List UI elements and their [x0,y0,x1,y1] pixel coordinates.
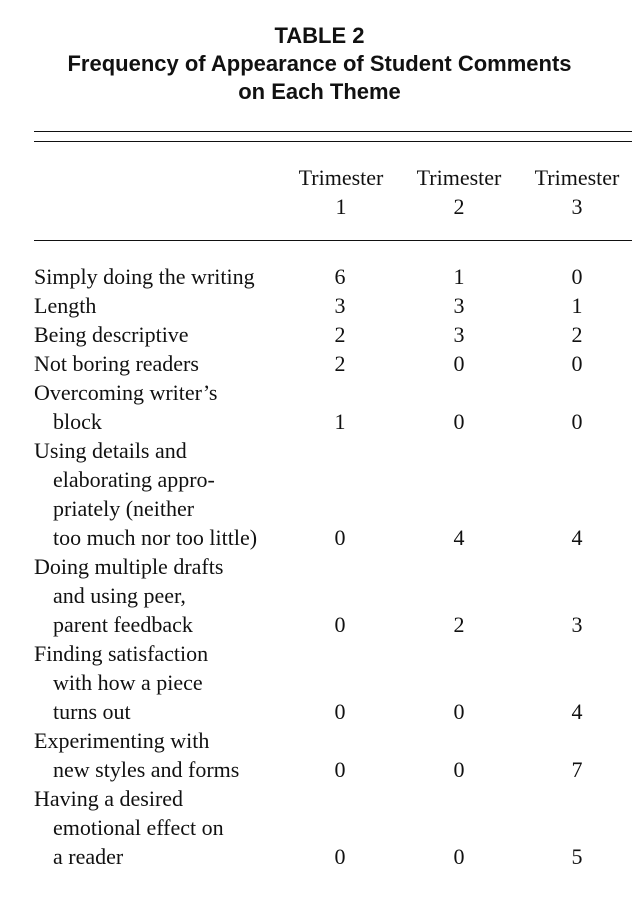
theme-cell [34,349,334,378]
table-row [34,784,632,871]
theme-text: with how a piece [53,670,203,695]
table-row [34,291,632,320]
theme-text: Overcoming writer’s [34,380,218,405]
table-caption-line-2: on Each Theme [238,79,401,104]
theme-text: turns out [53,699,131,724]
value-cell-trimester-2: 0 [453,757,465,782]
theme-cell [34,291,334,320]
table-row [34,262,632,291]
value-cell-trimester-3: 4 [571,525,583,550]
theme-cell [34,726,334,784]
value-cell-trimester-1: 0 [334,699,346,724]
value-cell-trimester-1: 0 [334,525,346,550]
table-row [34,378,632,436]
header-rule [34,240,632,241]
value-cell-trimester-1: 0 [334,612,346,637]
column-header-trimester-2 [400,163,518,221]
theme-text: a reader [53,844,124,869]
theme-text: too much nor too little) [53,525,258,550]
table-number: TABLE 2 [274,23,365,48]
value-cell-trimester-2: 3 [453,322,465,347]
table-title [0,22,639,106]
theme-cell [34,784,334,871]
value-cell-trimester-2: 0 [453,351,465,376]
value-cell-trimester-3: 7 [571,757,583,782]
column-header-trimester-1 [282,163,400,221]
theme-text: priately (neither [53,496,195,521]
table-row [34,552,632,639]
theme-cell [34,436,334,552]
value-cell-trimester-3: 2 [571,322,583,347]
table-row [34,320,632,349]
table-row [34,726,632,784]
value-cell-trimester-1: 2 [334,351,346,376]
value-cell-trimester-2: 3 [453,293,465,318]
column-header-number: 3 [571,194,583,219]
value-cell-trimester-3: 5 [571,844,583,869]
value-cell-trimester-2: 0 [453,844,465,869]
value-cell-trimester-2: 0 [453,699,465,724]
table-row [34,436,632,552]
theme-cell [34,639,334,726]
column-header-label: Trimester [298,165,384,190]
value-cell-trimester-1: 1 [334,409,346,434]
value-cell-trimester-1: 2 [334,322,346,347]
value-cell-trimester-1: 0 [334,844,346,869]
value-cell-trimester-1: 6 [334,264,346,289]
value-cell-trimester-2: 2 [453,612,465,637]
theme-cell [34,552,334,639]
theme-cell [34,378,334,436]
theme-text: new styles and forms [53,757,240,782]
value-cell-trimester-2: 4 [453,525,465,550]
column-header-label: Trimester [534,165,620,190]
value-cell-trimester-1: 0 [334,757,346,782]
theme-text: Finding satisfaction [34,641,209,666]
table-caption-line-1: Frequency of Appearance of Student Comments [67,51,572,76]
theme-text: Having a desired [34,786,184,811]
value-cell-trimester-3: 1 [571,293,583,318]
value-cell-trimester-3: 0 [571,264,583,289]
theme-text: and using peer, [53,583,186,608]
theme-text: elaborating appro- [53,467,215,492]
value-cell-trimester-2: 1 [453,264,465,289]
theme-text: emotional effect on [53,815,224,840]
value-cell-trimester-1: 3 [334,293,346,318]
theme-text: Using details and [34,438,187,463]
value-cell-trimester-3: 0 [571,351,583,376]
column-header-trimester-3 [518,163,636,221]
theme-cell [34,320,334,349]
table-row [34,639,632,726]
top-rule-1 [34,131,632,132]
column-header-label: Trimester [416,165,502,190]
value-cell-trimester-3: 4 [571,699,583,724]
theme-text: Experimenting with [34,728,210,753]
theme-text: Simply doing the writing [34,264,255,289]
theme-text: Not boring readers [34,351,199,376]
value-cell-trimester-3: 3 [571,612,583,637]
theme-text: parent feedback [53,612,193,637]
theme-text: Doing multiple drafts [34,554,224,579]
theme-text: block [53,409,102,434]
theme-text: Length [34,293,97,318]
theme-cell [34,262,334,291]
column-header-number: 2 [453,194,465,219]
value-cell-trimester-2: 0 [453,409,465,434]
column-header-number: 1 [335,194,347,219]
top-rule-2 [34,141,632,142]
theme-text: Being descriptive [34,322,189,347]
table-row [34,349,632,378]
value-cell-trimester-3: 0 [571,409,583,434]
